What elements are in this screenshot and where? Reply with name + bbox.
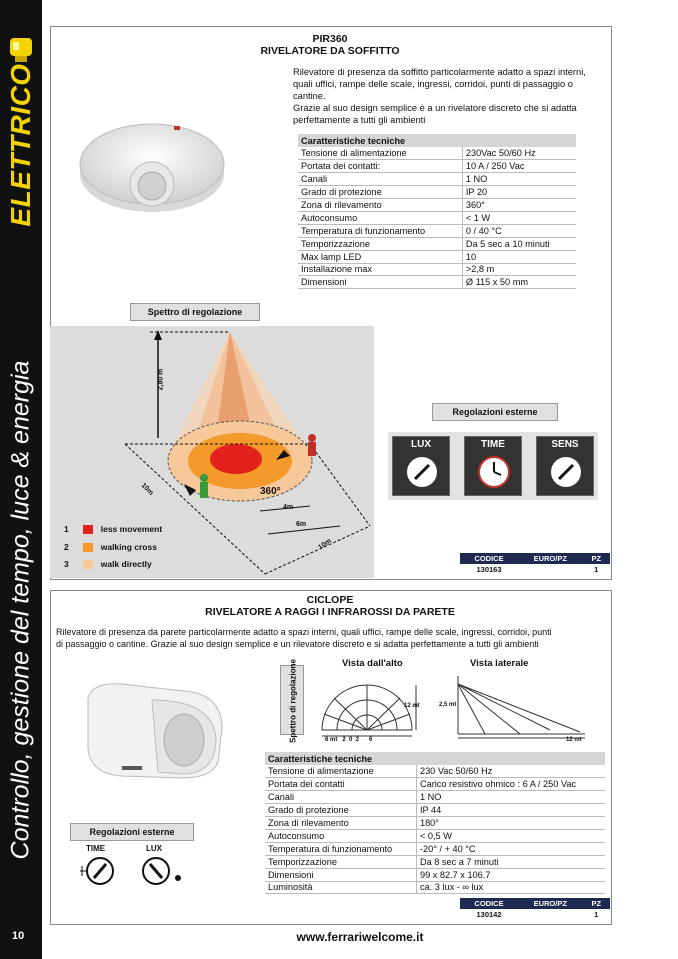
table-row: Dimensioni 99 x 82.7 x 106.7	[265, 868, 605, 881]
ceiling-sensor-image	[76, 112, 228, 222]
table-row: 130142 1	[460, 909, 610, 920]
side-view-height: 2,5 mt	[439, 702, 457, 708]
legend-swatch	[83, 543, 93, 552]
legend-swatch	[83, 525, 93, 534]
table-row: Canali 1 NO	[298, 173, 576, 186]
spectrum-label-box	[280, 658, 304, 744]
sens-knob: SENS	[536, 436, 594, 496]
external-settings-label: Regolazioni esterne	[432, 403, 558, 421]
table-row: Temperatura di funzionamento -20° / + 40 °C	[265, 842, 605, 855]
legend-item: 3 walk directly	[64, 559, 152, 569]
table-row: Grado di protezione IP 44	[265, 804, 605, 817]
footer-url[interactable]: www.ferrariwelcome.it	[296, 930, 424, 944]
table-row: Portata dei contatti Carico resistivo ohmico : 6 A / 250 Vac	[265, 778, 605, 791]
external-settings-label: Regolazioni esterne	[70, 823, 194, 841]
table-row: Tensione di alimentazione 230Vac 50/60 Hz	[298, 147, 576, 160]
legend-item: 2 walking cross	[64, 542, 157, 552]
table-row: 130163 1	[460, 564, 610, 575]
table-row: Temporizzazione Da 8 sec a 7 minuti	[265, 855, 605, 868]
time-knob: TIME	[464, 436, 522, 496]
wall-sensor-image	[82, 678, 228, 784]
sens-dial-icon	[549, 455, 583, 489]
spectrum-label: Spettro di regolazione	[288, 658, 298, 744]
side-view-label: Vista laterale	[470, 658, 529, 669]
spec-table-header: Caratteristiche tecniche	[265, 752, 605, 765]
legend-swatch	[83, 560, 93, 569]
spectrum-label: Spettro di regolazione	[130, 303, 260, 321]
product-code-name: PIR360	[312, 33, 348, 45]
spec-table-header: Caratteristiche tecniche	[298, 134, 576, 147]
table-row: Max lamp LED 10	[298, 250, 576, 263]
time-dial-icon	[78, 852, 122, 890]
spec-table	[298, 134, 576, 289]
sidebar	[0, 0, 42, 959]
table-row: Temporizzazione Da 5 sec a 10 minuti	[298, 237, 576, 250]
table-row: Grado di protezione IP 20	[298, 186, 576, 199]
table-row: Autoconsumo < 1 W	[298, 211, 576, 224]
product-title: RIVELATORE A RAGGI I INFRAROSSI DA PARETE	[205, 606, 455, 618]
table-row: Dimensioni Ø 115 x 50 mm	[298, 276, 576, 289]
top-view-range: 12 mt	[404, 703, 420, 709]
time-label: TIME	[86, 844, 106, 853]
table-row: Luminosità ca. 3 lux - ∞ lux	[265, 881, 605, 894]
table-row: Zona di rilevamento 180°	[265, 817, 605, 830]
code-table: CODICE EURO/PZ PZ 130163 1	[460, 553, 610, 575]
detection-diagram: 2,80 m 360° 4m 6m 10m 10m 1 less movement 2 walking cross 3 walk directly	[50, 326, 374, 578]
table-row: Portata dei contatti: 10 A / 250 Vac	[298, 160, 576, 173]
code-table: CODICE EURO/PZ PZ 130142 1	[460, 898, 610, 920]
lightbulb-icon	[7, 36, 35, 66]
table-row: Zona di rilevamento 360°	[298, 199, 576, 212]
category-title: ELETTRICO	[5, 63, 36, 227]
table-row: Temperatura di funzionamento 0 / 40 °C	[298, 224, 576, 237]
clock-dial-icon	[477, 455, 511, 489]
lux-label: LUX	[146, 844, 162, 853]
product-title: RIVELATORE DA SOFFITTO	[260, 45, 400, 57]
side-view-range: 12 mt	[566, 737, 582, 743]
table-row: Installazione max >2,8 m	[298, 263, 576, 276]
legend-item: 1 less movement	[64, 524, 163, 534]
side-view-diagram	[440, 672, 590, 742]
lux-dial-icon	[136, 852, 186, 890]
lux-dial-icon	[405, 455, 439, 489]
product-code-name: CICLOPE	[306, 594, 354, 606]
top-view-scale: 6 mt 2 0 2 6	[325, 737, 373, 743]
page-number: 10	[12, 930, 25, 942]
section-title: Controllo, gestione del tempo, luce & energia	[6, 360, 35, 860]
lux-knob: LUX	[392, 436, 450, 496]
table-row: Autoconsumo < 0,5 W	[265, 829, 605, 842]
table-row: Canali 1 NO	[265, 791, 605, 804]
table-row: Tensione di alimentazione 230 Vac 50/60 Hz	[265, 765, 605, 778]
spec-table	[265, 752, 605, 894]
top-view-label: Vista dall'alto	[342, 658, 403, 669]
